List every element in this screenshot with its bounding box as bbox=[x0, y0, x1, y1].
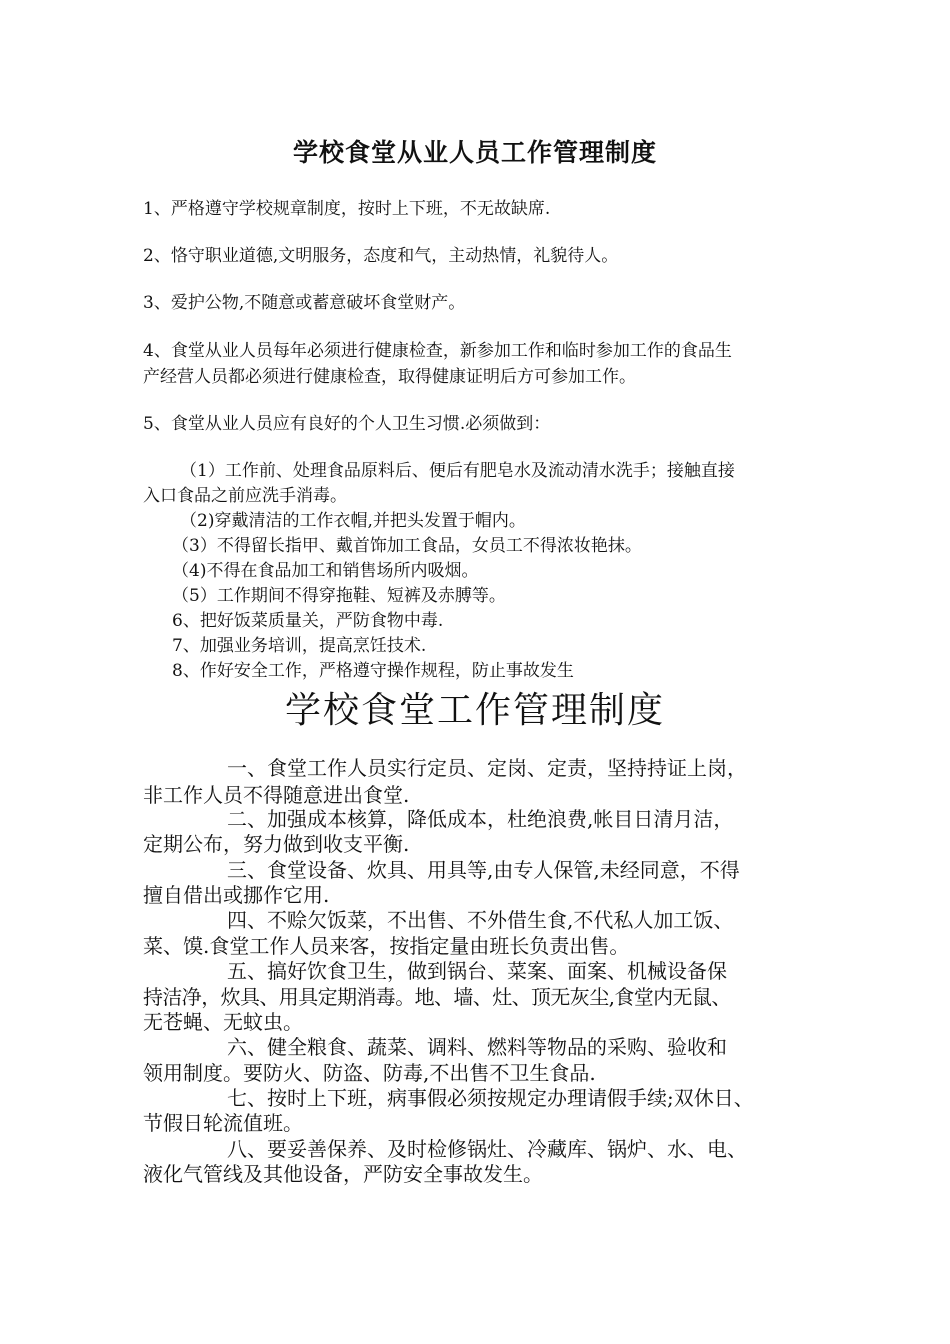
clause-7-line-1: 七、按时上下班，病事假必须按规定办理请假手续;双休日、 bbox=[227, 1086, 754, 1110]
clause-6-line-1: 六、健全粮食、蔬菜、调料、燃料等物品的采购、验收和 bbox=[227, 1035, 727, 1059]
clause-8-line-2: 液化气管线及其他设备，严防安全事故发生。 bbox=[143, 1162, 543, 1186]
rule-item-4-line-1: 4、食堂从业人员每年必须进行健康检查，新参加工作和临时参加工作的食品生 bbox=[143, 341, 732, 361]
clause-2-line-2: 定期公布，努力做到收支平衡. bbox=[143, 832, 410, 856]
rule-item-4-line-2: 产经营人员都必须进行健康检查，取得健康证明后方可参加工作。 bbox=[143, 367, 636, 387]
sub-item-4: （4)不得在食品加工和销售场所内吸烟。 bbox=[172, 561, 479, 581]
rule-item-3: 3、爱护公物,不随意或蓄意破坏食堂财产。 bbox=[143, 293, 466, 313]
clause-7-line-2: 节假日轮流值班。 bbox=[143, 1111, 303, 1135]
sub-item-5: （5）工作期间不得穿拖鞋、短裤及赤膊等。 bbox=[172, 586, 506, 606]
rule-item-2: 2、恪守职业道德,文明服务，态度和气，主动热情，礼貌待人。 bbox=[143, 246, 619, 266]
clause-1-line-1: 一、食堂工作人员实行定员、定岗、定责，坚持持证上岗， bbox=[227, 756, 747, 780]
clause-4-line-2: 菜、馍.食堂工作人员来客，按指定量由班长负责出售。 bbox=[143, 934, 630, 958]
clause-3-line-1: 三、食堂设备、炊具、用具等,由专人保管,未经同意，不得 bbox=[227, 858, 740, 882]
sub-item-2: （2)穿戴清洁的工作衣帽,并把头发置于帽内。 bbox=[180, 511, 526, 531]
sub-item-1-line-1: （1）工作前、处理食品原料后、便后有肥皂水及流动清水洗手；接触直接 bbox=[180, 461, 735, 481]
document-title-2: 学校食堂工作管理制度 bbox=[284, 690, 665, 731]
clause-3-line-2: 擅自借出或挪作它用. bbox=[143, 883, 330, 907]
clause-5-line-2: 持洁净，炊具、用具定期消毒。地、墙、灶、顶无灰尘,食堂内无鼠、 bbox=[143, 985, 731, 1009]
rule-item-1: 1、严格遵守学校规章制度，按时上下班，不无故缺席. bbox=[143, 199, 551, 219]
clause-5-line-1: 五、搞好饮食卫生，做到锅台、菜案、面案、机械设备保 bbox=[227, 959, 727, 983]
rule-item-6: 6、把好饭菜质量关，严防食物中毒. bbox=[172, 611, 444, 631]
document-title-1: 学校食堂从业人员工作管理制度 bbox=[292, 138, 657, 167]
clause-4-line-1: 四、不赊欠饭菜，不出售、不外借生食,不代私人加工饭、 bbox=[227, 908, 734, 932]
clause-8-line-1: 八、要妥善保养、及时检修锅灶、冷藏库、锅炉、水、电、 bbox=[227, 1137, 747, 1161]
rule-item-8: 8、作好安全工作，严格遵守操作规程，防止事故发生 bbox=[172, 661, 574, 681]
clause-1-line-2: 非工作人员不得随意进出食堂. bbox=[143, 783, 410, 807]
clause-2-line-1: 二、加强成本核算，降低成本，杜绝浪费,帐目日清月洁， bbox=[227, 807, 734, 831]
clause-6-line-2: 领用制度。要防火、防盗、防毒,不出售不卫生食品. bbox=[143, 1061, 596, 1085]
clause-5-line-3: 无苍蝇、无蚊虫。 bbox=[143, 1010, 303, 1034]
sub-item-1-line-2: 入口食品之前应洗手消毒。 bbox=[143, 486, 347, 506]
sub-item-3: （3）不得留长指甲、戴首饰加工食品，女员工不得浓妆艳抹。 bbox=[172, 536, 642, 556]
rule-item-5: 5、食堂从业人员应有良好的个人卫生习惯.必须做到： bbox=[143, 414, 551, 434]
rule-item-7: 7、加强业务培训，提高烹饪技术. bbox=[172, 636, 427, 656]
